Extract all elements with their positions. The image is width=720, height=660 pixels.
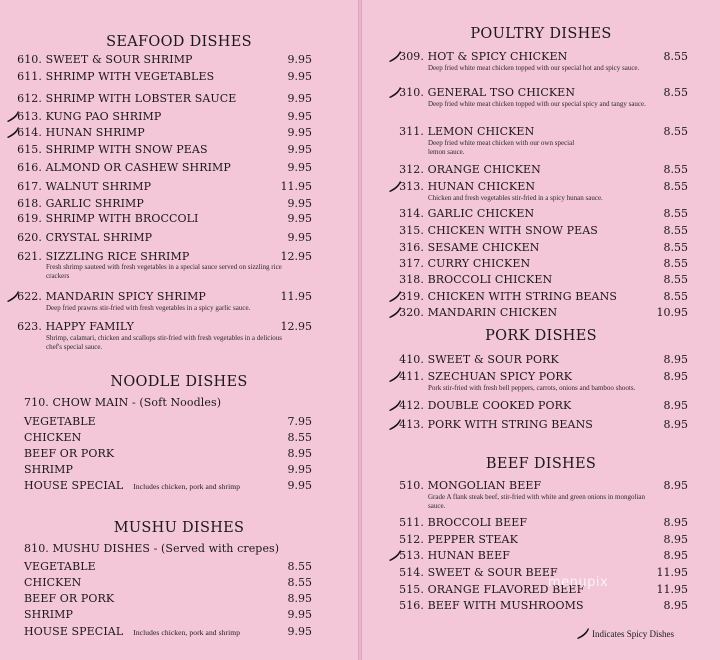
noodle-title: NOODLE DISHES bbox=[110, 374, 248, 390]
item-price: 8.95 bbox=[663, 418, 688, 431]
item-price: 8.55 bbox=[663, 86, 688, 99]
item-description: Deep fried white meat chicken topped with our special hot and spicy sauce. bbox=[428, 64, 640, 72]
item-price: 9.95 bbox=[287, 212, 312, 225]
item-price: 8.95 bbox=[663, 516, 688, 529]
item-price: 8.95 bbox=[663, 370, 688, 383]
item-description: Deep fried prawns stir-fried with fresh vegetables in a spicy garlic sauce. bbox=[46, 304, 251, 312]
item-description: Deep fried white meat chicken topped with our special spicy and tangy sauce. bbox=[428, 100, 646, 108]
item-price: 8.95 bbox=[663, 599, 688, 612]
menu-item: 610. SWEET & SOUR SHRIMP bbox=[17, 53, 193, 66]
menu-item: BEEF OR PORK bbox=[24, 447, 115, 460]
item-price: 9.95 bbox=[287, 53, 312, 66]
menu-item: 510. MONGOLIAN BEEF bbox=[399, 479, 542, 492]
item-price: 10.95 bbox=[656, 306, 688, 319]
item-price: 9.95 bbox=[287, 479, 312, 492]
menu-item: 512. PEPPER STEAK bbox=[399, 533, 518, 546]
item-price: 11.95 bbox=[280, 290, 312, 303]
menu-item: 613. KUNG PAO SHRIMP bbox=[17, 110, 162, 123]
item-price: 8.55 bbox=[287, 560, 312, 573]
item-price: 8.55 bbox=[663, 241, 688, 254]
menu-item: 411. SZECHUAN SPICY PORK bbox=[399, 370, 573, 383]
poultry-title: POULTRY DISHES bbox=[470, 26, 612, 42]
item-price: 8.55 bbox=[663, 180, 688, 193]
menu-item: 616. ALMOND OR CASHEW SHRIMP bbox=[17, 161, 231, 174]
item-price: 9.95 bbox=[287, 608, 312, 621]
item-price: 9.95 bbox=[287, 161, 312, 174]
seafood-title: SEAFOOD DISHES bbox=[106, 34, 252, 50]
menu-item: 612. SHRIMP WITH LOBSTER SAUCE bbox=[17, 92, 237, 105]
menu-item: 314. GARLIC CHICKEN bbox=[399, 207, 535, 220]
menu-item: 413. PORK WITH STRING BEANS bbox=[399, 418, 593, 431]
menu-item: HOUSE SPECIAL Includes chicken, pork and shrimp bbox=[24, 625, 241, 638]
menu-item: 619. SHRIMP WITH BROCCOLI bbox=[17, 212, 199, 225]
menu-item: 618. GARLIC SHRIMP bbox=[17, 197, 144, 210]
item-description: Deep fried white meat chicken with our own special lemon sauce. bbox=[428, 139, 575, 156]
beef-title: BEEF DISHES bbox=[485, 456, 597, 472]
menu-item: 410. SWEET & SOUR PORK bbox=[399, 353, 559, 366]
item-price: 8.95 bbox=[663, 399, 688, 412]
menu-item: 309. HOT & SPICY CHICKEN bbox=[399, 50, 568, 63]
menu-item: 513. HUNAN BEEF bbox=[399, 549, 510, 562]
menu-item: 623. HAPPY FAMILY bbox=[17, 320, 134, 333]
item-price: 9.95 bbox=[287, 110, 312, 123]
item-price: 9.95 bbox=[287, 126, 312, 139]
item-description: Shrimp, calamari, chicken and scallops stir-fried with fresh vegetables in a delicious chef's special sauce. bbox=[46, 334, 283, 351]
item-price: 9.95 bbox=[287, 70, 312, 83]
item-price: 11.95 bbox=[656, 583, 688, 596]
menu-item: 617. WALNUT SHRIMP bbox=[17, 180, 152, 193]
mushu-header: 810. MUSHU DISHES - (Served with crepes) bbox=[24, 542, 280, 555]
item-price: 8.55 bbox=[287, 431, 312, 444]
menu-item: 516. BEEF WITH MUSHROOMS bbox=[399, 599, 584, 612]
menu-item: BEEF OR PORK bbox=[24, 592, 115, 605]
item-price: 9.95 bbox=[287, 231, 312, 244]
item-description: Pork stir-fried with fresh bell peppers, carrots, onions and bamboo shoots. bbox=[428, 384, 636, 392]
item-price: 8.55 bbox=[663, 224, 688, 237]
item-description: Fresh shrimp sauteed with fresh vegetables in a special sauce served on sizzling rice crackers bbox=[46, 263, 282, 280]
menu-item: 622. MANDARIN SPICY SHRIMP bbox=[17, 290, 206, 303]
item-price: 11.95 bbox=[656, 566, 688, 579]
menu-item: HOUSE SPECIAL Includes chicken, pork and shrimp bbox=[24, 479, 241, 492]
item-price: 12.95 bbox=[280, 250, 312, 263]
left-page bbox=[0, 0, 358, 660]
menu-item: VEGETABLE bbox=[24, 560, 96, 573]
menu-item: 614. HUNAN SHRIMP bbox=[17, 126, 145, 139]
item-price: 8.95 bbox=[663, 353, 688, 366]
item-price: 8.55 bbox=[663, 207, 688, 220]
menu-item: 310. GENERAL TSO CHICKEN bbox=[399, 86, 576, 99]
menu-item: 317. CURRY CHICKEN bbox=[399, 257, 531, 270]
menu-item: 515. ORANGE FLAVORED BEEF bbox=[399, 583, 585, 596]
item-price: 8.55 bbox=[663, 290, 688, 303]
menu-item: 511. BROCCOLI BEEF bbox=[399, 516, 528, 529]
item-price: 8.55 bbox=[663, 257, 688, 270]
item-price: 8.95 bbox=[287, 447, 312, 460]
item-price: 8.95 bbox=[663, 549, 688, 562]
item-price: 11.95 bbox=[280, 180, 312, 193]
item-price: 8.95 bbox=[663, 533, 688, 546]
item-price: 8.55 bbox=[287, 576, 312, 589]
menu-item: 313. HUNAN CHICKEN bbox=[399, 180, 536, 193]
item-price: 8.55 bbox=[663, 125, 688, 138]
mushu-title: MUSHU DISHES bbox=[113, 520, 245, 536]
menu-item: 319. CHICKEN WITH STRING BEANS bbox=[399, 290, 617, 303]
menu-item: 311. LEMON CHICKEN bbox=[399, 125, 535, 138]
menu-item: 611. SHRIMP WITH VEGETABLES bbox=[17, 70, 215, 83]
item-price: 12.95 bbox=[280, 320, 312, 333]
item-price: 8.55 bbox=[663, 273, 688, 286]
item-price: 9.95 bbox=[287, 625, 312, 638]
menu-item: 615. SHRIMP WITH SNOW PEAS bbox=[17, 143, 208, 156]
menu-item: 621. SIZZLING RICE SHRIMP bbox=[17, 250, 190, 263]
menu-item: CHICKEN bbox=[24, 431, 82, 444]
item-price: 9.95 bbox=[287, 197, 312, 210]
item-price: 9.95 bbox=[287, 92, 312, 105]
menu-item: 318. BROCCOLI CHICKEN bbox=[399, 273, 553, 286]
item-price: 8.55 bbox=[663, 163, 688, 176]
menu-item: 316. SESAME CHICKEN bbox=[399, 241, 540, 254]
pork-title: PORK DISHES bbox=[485, 328, 597, 344]
spicy-legend: Indicates Spicy Dishes bbox=[592, 629, 674, 639]
watermark: menupix bbox=[548, 575, 609, 590]
menu-item: 320. MANDARIN CHICKEN bbox=[399, 306, 558, 319]
menu-item: 412. DOUBLE COOKED PORK bbox=[399, 399, 572, 412]
menu-item: 620. CRYSTAL SHRIMP bbox=[17, 231, 153, 244]
menu-item: VEGETABLE bbox=[24, 415, 96, 428]
item-price: 8.95 bbox=[663, 479, 688, 492]
item-description: Grade A flank steak beef, stir-fried with white and green onions in mongolian sauce. bbox=[428, 493, 645, 510]
noodle-header: 710. CHOW MAIN - (Soft Noodles) bbox=[24, 396, 222, 409]
right-page bbox=[362, 0, 720, 660]
item-price: 8.55 bbox=[663, 50, 688, 63]
menu-item: 315. CHICKEN WITH SNOW PEAS bbox=[399, 224, 598, 237]
item-price: 9.95 bbox=[287, 143, 312, 156]
menu-item: 514. SWEET & SOUR BEEF bbox=[399, 566, 558, 579]
item-price: 7.95 bbox=[287, 415, 312, 428]
item-description: Chicken and fresh vegetables stir-fried in a spicy hunan sauce. bbox=[428, 194, 603, 202]
menu-item: SHRIMP bbox=[24, 608, 74, 621]
menu-item: CHICKEN bbox=[24, 576, 82, 589]
menu-item: 312. ORANGE CHICKEN bbox=[399, 163, 541, 176]
item-price: 8.95 bbox=[287, 592, 312, 605]
chili-icon bbox=[576, 627, 590, 639]
menu-item: SHRIMP bbox=[24, 463, 74, 476]
item-price: 9.95 bbox=[287, 463, 312, 476]
